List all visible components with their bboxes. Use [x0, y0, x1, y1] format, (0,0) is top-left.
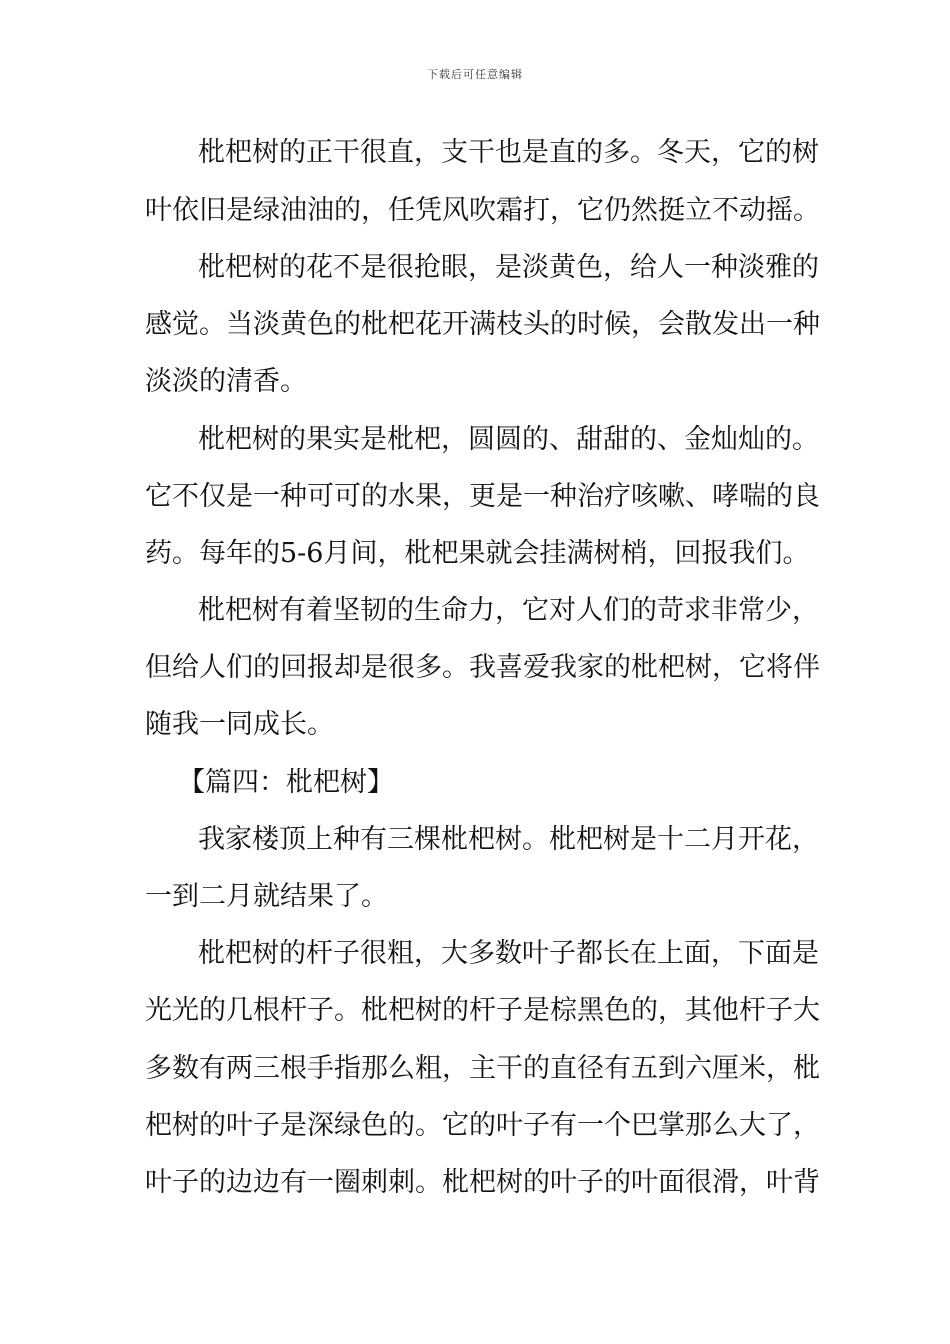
text-line: 感觉。当淡黄色的枇杷花开满枝头的时候，会散发出一种	[145, 309, 820, 340]
text-line: 一到二月就结果了。	[145, 881, 388, 912]
text-line: 叶子的边边有一圈刺刺。枇杷树的叶子的叶面很滑，叶背	[145, 1167, 820, 1198]
text-line: 叶依旧是绿油油的，任凭风吹霜打，它仍然挺立不动摇。	[145, 195, 820, 226]
text-line: 枇杷树的杆子很粗，大多数叶子都长在上面，下面是	[198, 938, 819, 969]
text-line: 我家楼顶上种有三棵枇杷树。枇杷树是十二月开花，	[198, 824, 819, 855]
text-line: 枇杷树的花不是很抢眼，是淡黄色，给人一种淡雅的	[198, 252, 819, 283]
text-line: 光光的几根杆子。枇杷树的杆子是棕黑色的，其他杆子大	[145, 995, 820, 1026]
text-line: 随我一同成长。	[145, 709, 334, 740]
text-line: 淡淡的清香。	[145, 366, 307, 397]
text-line: 枇杷树有着坚韧的生命力，它对人们的苛求非常少，	[198, 595, 819, 626]
text-line: 枇杷树的果实是枇杷，圆圆的、甜甜的、金灿灿的。	[198, 424, 819, 455]
text-line: 多数有两三根手指那么粗，主干的直径有五到六厘米，枇	[145, 1053, 820, 1084]
text-line: 药。每年的5-6月间，枇杷果就会挂满树梢，回报我们。	[145, 538, 810, 569]
text-line: 杷树的叶子是深绿色的。它的叶子有一个巴掌那么大了，	[145, 1110, 820, 1141]
page-header: 下载后可任意编辑	[427, 68, 523, 81]
text-line: 但给人们的回报却是很多。我喜爱我家的枇杷树，它将伴	[145, 652, 820, 683]
text-line: 它不仅是一种可可的水果，更是一种治疗咳嗽、哮喘的良	[145, 481, 820, 512]
section-heading: 【篇四：枇杷树】	[178, 767, 394, 798]
text-line: 枇杷树的正干很直，支干也是直的多。冬天，它的树	[198, 137, 819, 168]
